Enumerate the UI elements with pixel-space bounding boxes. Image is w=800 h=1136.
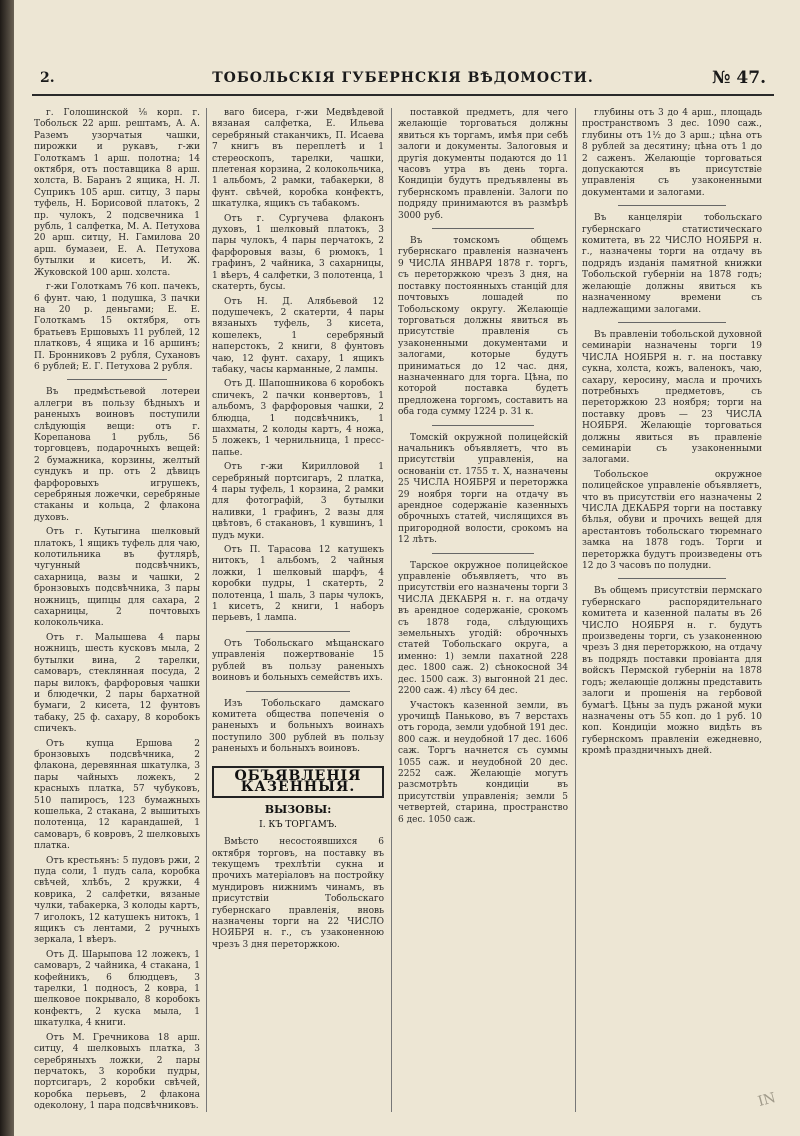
paragraph: Въ канцеляріи тобольскаго губернскаго статистическаго комитета, въ 22 ЧИСЛО НОЯБРЯ н. г., назначены торги на отдачу въ подрядъ изданія памятной книжки Тобольской губерніи на 1878 годъ; желающіе должны явиться къ назначенному времени съ надлежащими залогами. <box>582 213 762 315</box>
paragraph: Отъ крестьянъ: 5 пудовъ ржи, 2 пуда соли, 1 пудъ сала, коробка свѣчей, хлѣбъ, 2 кружки, 4 коврика, 2 салфетки, вязаные чулки, табакерка, 3 колоды картъ, 7 иголокъ, 12 катушекъ нитокъ, 1 ящикъ съ лентами, 2 ручныхъ зеркала, 1 вѣеръ. <box>34 855 200 946</box>
paragraph: Въ предмѣстьевой лотереи аллегри въ пользу бѣдныхъ и раненыхъ воиновъ поступили слѣдующія вещи: отъ г. Корепанова 1 рубль, 56 торговцевъ, подарочныхъ вещей: 2 бумажника, корзины, желтый сундукъ и пр. отъ 2 дѣвицъ фарфоровыхъ игрушекъ, серебряныя ложечки, серебряные стаканы и кольца, 2 флакона духовъ. <box>34 387 200 523</box>
paragraph: Вмѣсто несостоявшихся 6 октября торговъ, на поставку въ текущемъ трехлѣтіи сукна и прочихъ матеріаловъ на постройку мундировъ нижнимъ чинамъ, въ присутствіи Тобольскаго губернскаго правленія, вновь назначены торги на 22 ЧИСЛО НОЯБРЯ н. г., съ узаконенною чрезъ 3 дня переторжкою. <box>212 837 384 950</box>
column-3 <box>398 108 568 1116</box>
section-title-box: ОБЪЯВЛЕНІЯ КАЗЕННЫЯ. <box>212 766 384 799</box>
paragraph: Отъ купца Ершова 2 бронзовыхъ подсвѣчника, 2 флакона, деревянная шкатулка, 3 пары чайныхъ ложекъ, 2 красныхъ платка, 57 чубуковъ, 510 папиросъ, 123 бумажныхъ кошелька, 2 стакана, 2 вышитыхъ полотенца, 12 карандашей, 1 самоваръ, 6 ковровъ, 2 шелковыхъ платка. <box>34 738 200 852</box>
section-rule <box>618 205 726 207</box>
paragraph: г-жи Голоткамъ 76 коп. пачекъ, 6 фунт. чаю, 1 подушка, 3 пачки на 20 р. деньгами; Е. Е. Голоткамъ 15 октября, отъ братьевъ Ершовыхъ 11 рублей, 12 платковъ, 4 ящика и 16 аршинъ; П. Бронниковъ 2 рубля, Сухановъ 6 рублей; Е. Г. Петухова 2 рубля. <box>34 282 200 372</box>
subsection-title: ВЫЗОВЫ: <box>264 803 332 817</box>
column-2 <box>212 108 384 1116</box>
page-number: 2. <box>40 70 55 86</box>
section-rule <box>432 228 534 230</box>
paragraph: Отъ М. Гречникова 18 арш. ситцу, 4 шелковыхъ платка, 3 серебряныхъ ложки, 2 пары перчатокъ, 3 коробки пудры, портсигаръ, 2 коробки свѣчей, коробка перьевъ, 2 флакона одеколону, 1 пара подсвѣчниковъ. <box>34 1032 200 1112</box>
issue-number: № 47. <box>712 68 766 88</box>
paragraph: Въ томскомъ общемъ губернскаго правленія назначенъ 9 ЧИСЛА ЯНВАРЯ 1878 г. торгъ, съ переторжкою чрезъ 3 дня, на поставку постоянныхъ станцій для почтовыхъ лошадей по Тобольскому округу. Желающіе торговаться должны явиться въ присутствіе правленія съ узаконенными документами и залогами, которые будутъ приниматься до 12 час. дня, назначеннаго для торга. Цѣна, по которой поставка будетъ предложена торгомъ, составитъ на оба года сумму 1224 р. 31 к. <box>398 236 568 418</box>
column-divider <box>575 108 576 1112</box>
header-rule <box>32 94 774 96</box>
section-rule <box>246 691 349 693</box>
newspaper-page <box>14 0 800 1136</box>
paragraph: Участокъ казенной земли, въ урочищѣ Паньково, въ 7 верстахъ отъ города, земли удобной 191 дес. 800 саж. и неудобной 17 дес. 1606 саж. Торгъ начнется съ суммы 1055 саж. и неудобной 20 дес. 2252 саж. Желающіе могутъ разсмотрѣть кондиціи въ присутствіи управленія; земли 5 четвертей, старина, пространство 6 дес. 1050 саж. <box>398 700 568 825</box>
paragraph: Отъ Тобольскаго мѣщанскаго управленія пожертвованіе 15 рублей въ пользу раненыхъ воиновъ и больныхъ семействъ ихъ. <box>212 638 384 684</box>
paragraph: Отъ г. Сургучева флаконъ духовъ, 1 шелковый платокъ, 3 пары чулокъ, 4 пары перчатокъ, 2 фарфоровыя вазы, 6 рюмокъ, 1 графинъ, 2 чайника, 3 сахарницы, 1 вѣеръ, 4 салфетки, 3 полотенца, 1 скатерть, бусы. <box>212 213 384 293</box>
section-rule <box>67 379 167 381</box>
book-spine <box>0 0 14 1136</box>
paragraph: Въ общемъ присутствіи пермскаго губернскаго распорядительнаго комитета и казенной палаты въ 26 ЧИСЛО НОЯБРЯ н. г. будутъ произведены торги, съ узаконенною чрезъ 3 дня переторжкою, на отдачу въ подрядъ поставки провіанта для войскъ Пермской губерніи на 1878 годъ; желающіе должны представить залоги и прошенія на гербовой бумагѣ. Цѣны за пудъ ржаной муки назначены отъ 55 коп. до 1 руб. 10 коп. Кондиціи можно видѣть въ губернскомъ правленіи ежедневно, кромѣ праздничныхъ дней. <box>582 586 762 757</box>
column-divider <box>206 108 207 1112</box>
paragraph: Отъ Д. Шапошникова 6 коробокъ спичекъ, 2 пачки конвертовъ, 1 альбомъ, 3 фарфоровыя чашки, 2 блюдца, 1 подсвѣчникъ, 1 шахматы, 2 колоды картъ, 4 ножа, 5 ложекъ, 1 чернильница, 1 пресс-папье. <box>212 379 384 458</box>
paragraph: Отъ П. Тарасова 12 катушекъ нитокъ, 1 альбомъ, 2 чайныя ложки, 1 шелковый шарфъ, 4 коробки пудры, 1 скатерть, 2 полотенца, 1 шаль, 3 пары чулокъ, 1 кисетъ, 2 книги, 1 наборъ перьевъ, 1 лампа. <box>212 545 384 624</box>
paragraph: Томскій окружной полицейскій начальникъ объявляетъ, что въ присутствіи управленія, на основаніи ст. 1755 т. X, назначены 25 ЧИСЛА НОЯБРЯ и переторжка 29 ноября торги на отдачу въ арендное содержаніе казенныхъ оброчныхъ статей, числящихся въ пригородной волости, срокомъ на 12 лѣтъ. <box>398 432 568 546</box>
paragraph: ваго бисера, г-жи Медвѣдевой вязаная салфетка, Е. Ильева серебряный стаканчикъ, П. Исаева 7 книгъ въ переплетѣ и 1 стереоскопъ, тарелки, чашки, плетеная корзина, 2 колокольчика, 1 альбомъ, 2 рамки, табакерки, 8 фунт. свѣчей, коробка конфектъ, шкатулка, ящикъ съ табакомъ. <box>212 108 384 210</box>
paragraph: поставкой предметъ, для чего желающіе торговаться должны явиться къ торгамъ, имѣя при себѣ залоги и документы. Залоговыя и другія документы подаются до 11 часовъ утра въ день торга. Кондиціи будутъ предъявлены въ губернскомъ правленіи. Залоги по подряду принимаются въ размѣрѣ 3000 руб. <box>398 108 568 221</box>
section-rule <box>246 631 349 633</box>
paragraph: Отъ Д. Шарыпова 12 ложекъ, 1 самоваръ, 2 чайника, 4 стакана, 1 кофейникъ, 6 блюдцевъ, 3 тарелки, 1 подносъ, 2 ковра, 1 шелковое покрывало, 8 коробокъ конфектъ, 2 куска мыла, 1 шкатулка, 4 книги. <box>34 949 200 1029</box>
paragraph: Отъ г. Малышева 4 пары ножницъ, шесть кусковъ мыла, 2 бутылки вина, 2 тарелки, самоваръ, стеклянная посуда, 2 пары вилокъ, фарфоровыя чашки и блюдечки, 2 пары бархатной бумаги, 2 кисета, 12 фунтовъ табаку, 25 ф. сахару, 8 коробокъ спичекъ. <box>34 632 200 735</box>
paragraph: Тобольское окружное полицейское управленіе объявляетъ, что въ присутствіи его назначены 2 ЧИСЛА ДЕКАБРЯ торги на поставку бѣлья, обуви и прочихъ вещей для арестантовъ тобольскаго тюремнаго замка на 1878 годъ. Торги и переторжка будутъ произведены отъ 12 до 3 часовъ по полудни. <box>582 469 762 572</box>
paragraph: Тарское окружное полицейское управленіе объявляетъ, что въ присутствіи его назначены торги 3 ЧИСЛА ДЕКАБРЯ н. г. на отдачу въ арендное содержаніе, срокомъ съ 1878 года, слѣдующихъ земельныхъ угодій: оброчныхъ статей Тобольскаго округа, а именно: 1) земли пахатной 228 дес. 1800 саж. 2) сѣнокосной 34 дес. 1500 саж. 3) выгонной 21 дес. 2200 саж. 4) лѣсу 64 дес. <box>398 560 568 697</box>
paragraph: Изъ Тобольскаго дамскаго комитета общества попеченія о раненыхъ и больныхъ воинахъ поступило 300 рублей въ пользу раненыхъ и больныхъ воиновъ. <box>212 698 384 755</box>
column-divider <box>391 108 392 1112</box>
paragraph: Отъ г-жи Кирилловой 1 серебряный портсигаръ, 2 платка, 4 пары туфель, 1 корзина, 2 рамки для фотографій, 3 бутылки наливки, 1 графинъ, 2 вазы для цвѣтовъ, 6 стакановъ, 1 кувшинъ, 1 пудъ муки. <box>212 462 384 541</box>
paragraph: Отъ Н. Д. Алябьевой 12 подушечекъ, 2 скатерти, 4 пары вязаныхъ туфель, 3 кисета, кошелекъ, 1 серебряный наперстокъ, 2 книги, 8 фунтовъ чаю, 12 фунт. сахару, 1 ящикъ табаку, часы карманные, 2 лампы. <box>212 296 384 375</box>
section-rule <box>432 425 534 427</box>
archive-stamp: IN <box>756 1089 778 1111</box>
paragraph: глубины отъ 3 до 4 арш., площадь пространствомъ 3 дес. 1090 саж., глубины отъ 1½ до 3 арш.; цѣна отъ 8 рублей за десятину; цѣна отъ 1 до 2 саженъ. Желающіе торговаться допускаются въ присутствіе управленія съ узаконенными документами и залогами. <box>582 108 762 198</box>
paragraph: Отъ г. Кутыгина шелковый платокъ, 1 ящикъ туфель для чаю, колотильника въ футлярѣ, чугунный подсвѣчникъ, сахарница, вазы и чашки, 2 бронзовыхъ подсвѣчника, 3 пары ножницъ, щипцы для сахара, 2 сахарницы, 2 почтовыхъ колокольчика. <box>34 527 200 629</box>
section-rule <box>618 322 726 324</box>
section-rule <box>618 578 726 580</box>
section-rule <box>432 553 534 555</box>
subsection-subtitle: I. КЪ ТОРГАМЪ. <box>259 819 337 830</box>
paragraph: Въ правленіи тобольской духовной семинаріи назначены торги 19 ЧИСЛА НОЯБРЯ н. г. на поставку сукна, холста, кожъ, валенокъ, чаю, сахару, керосину, масла и прочихъ потребныхъ предметовъ, съ переторжкою 23 ноября; торги на поставку дровъ — 23 ЧИСЛА НОЯБРЯ. Желающіе торговаться должны явиться въ правленіе семинаріи съ узаконенными залогами. <box>582 329 762 466</box>
paragraph: г. Голошинской ⅛ корп. г. Тобольск 22 арш. рештамъ, А. А. Раземъ узорчатыя чашки, пирожки и рукавъ, г-жи Голоткамъ 1 арш. полотна; 14 октября, отъ поставщика 8 арш. холста, В. Баранъ 2 ящика, Н. Л. Суприкъ 105 арш. ситцу, 3 пары туфель, Н. Борисовой платокъ, 2 пр. чулокъ, 2 подсвечника 1 рубль, 1 салфетка, М. А. Петухова 20 арш. ситцу, Н. Гамилова 20 арш. бумазеи, Е. А. Петухова бутылки и кисетъ, И. Ж. Жуковской 100 арш. холста. <box>34 108 200 278</box>
column-1 <box>34 108 200 1116</box>
newspaper-title: ТОБОЛЬСКІЯ ГУБЕРНСКІЯ ВѢДОМОСТИ. <box>212 70 594 86</box>
page-header <box>32 64 774 104</box>
column-4 <box>582 108 762 1116</box>
